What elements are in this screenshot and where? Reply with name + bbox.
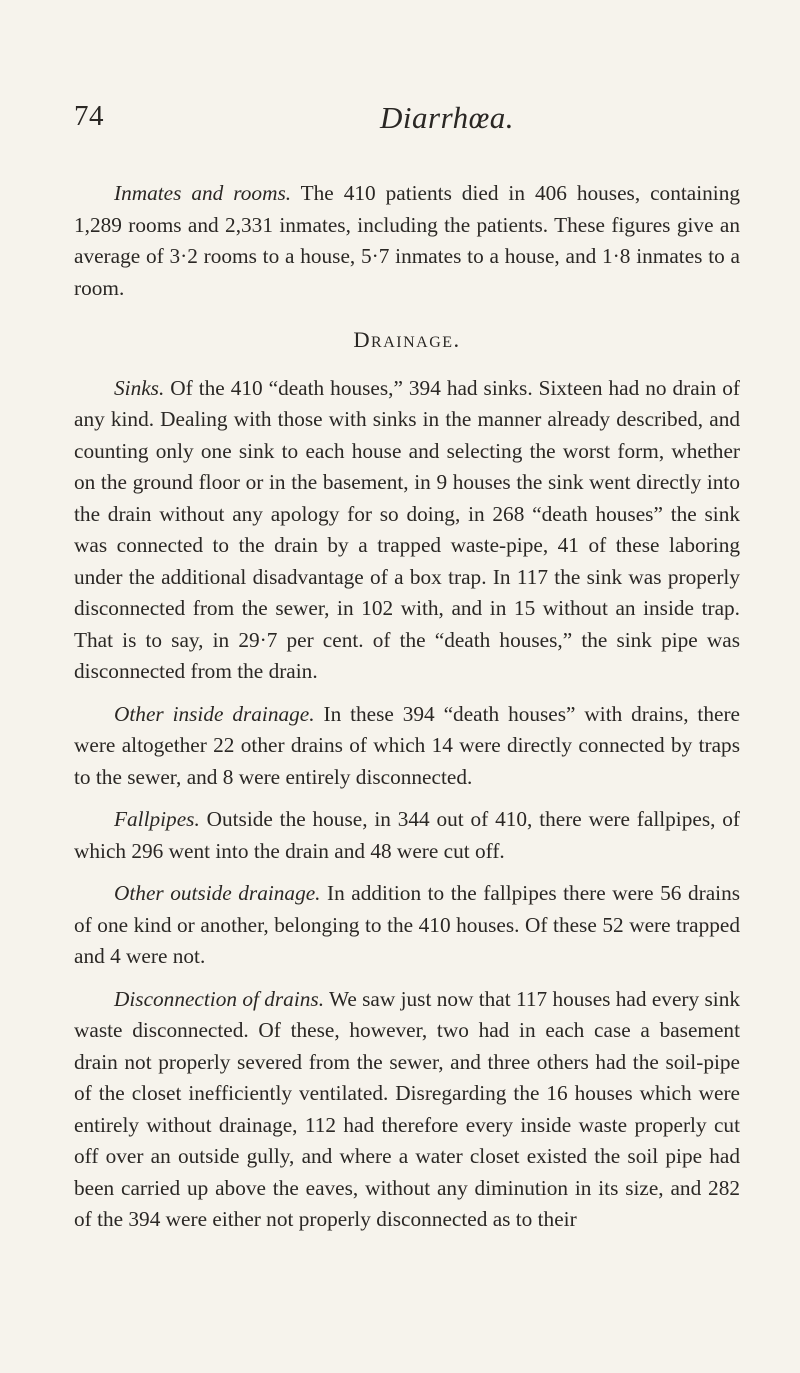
paragraph-disconnection-of-drains [74,984,740,1236]
paragraph-body: Of the 410 “death houses,” 394 had sinks. Sixteen had no drain of any kind. Dealing with those with sinks in the manner already described, and counting only one sink to each house and selecting the worst form, whether on the ground floor or in the basement, in 9 houses the sink went directly into the drain without any apology for so doing, in 268 “death houses” the sink was connected to the drain by a trapped waste-pipe, 41 of these laboring under the additional disadvantage of a box trap. In 117 the sink was properly disconnected from the sewer, in 102 with, and in 15 without an inside trap. That is to say, in 29·7 per cent. of the “death houses,” the sink pipe was disconnected from the drain. [74,375,740,683]
paragraph-body: In these 394 “death houses” with drains, there were altogether 22 other drains of which 14 were directly connected by traps to the sewer, and 8 were entirely disconnected. [74,701,740,789]
section-heading: Drainage. [353,327,461,352]
paragraph-sinks [74,373,740,688]
paragraph-body: Outside the house, in 344 out of 410, there were fallpipes, of which 296 went into the drain and 48 were cut off. [74,807,740,863]
paragraph-lead: Sinks. [114,375,165,400]
paragraph-lead: Other inside drainage. [114,701,315,726]
paragraph-lead: Other outside drainage. [114,881,321,905]
paragraph-fallpipes [74,804,740,867]
paragraph-lead: Fallpipes. [114,807,200,831]
running-head [60,100,740,140]
paragraph-other-inside-drainage [74,699,740,794]
paragraph-body: In addition to the fallpipes there were 56 drains of one kind or another, belonging to the 410 houses. Of these 52 were trapped and 4 were not. [74,881,741,968]
page-number: 74 [74,100,104,132]
paragraph-body: We saw just now that 117 houses had every sink waste disconnected. Of these, however, two had in each case a basement drain not properly severed from the sewer, and three others had the soil-pipe of the closet inefficiently ventilated. Disregarding the 16 houses which were entirely without drainage, 112 had therefore every inside waste properly cut off over an outside gully, and where a water closet existed the soil pipe had been carried up above the eaves, without any diminution in its size, and 282 of the 394 were either not properly disconnected as to their [74,986,740,1231]
paragraph-inmates-and-rooms [74,178,740,304]
paragraph-lead: Inmates and rooms. [114,181,292,205]
paragraph-body: The 410 patients died in 406 houses, containing 1,289 rooms and 2,331 inmates, including the patients. These figures give an average of 3·2 rooms to a house, 5·7 inmates to a house, and 1·8 inmates to a room. [74,181,740,300]
body-text [74,178,740,1247]
running-title: Diarrhœa. [380,100,514,135]
paragraph-lead: Disconnection of drains. [114,986,325,1011]
paragraph-other-outside-drainage [74,878,740,973]
